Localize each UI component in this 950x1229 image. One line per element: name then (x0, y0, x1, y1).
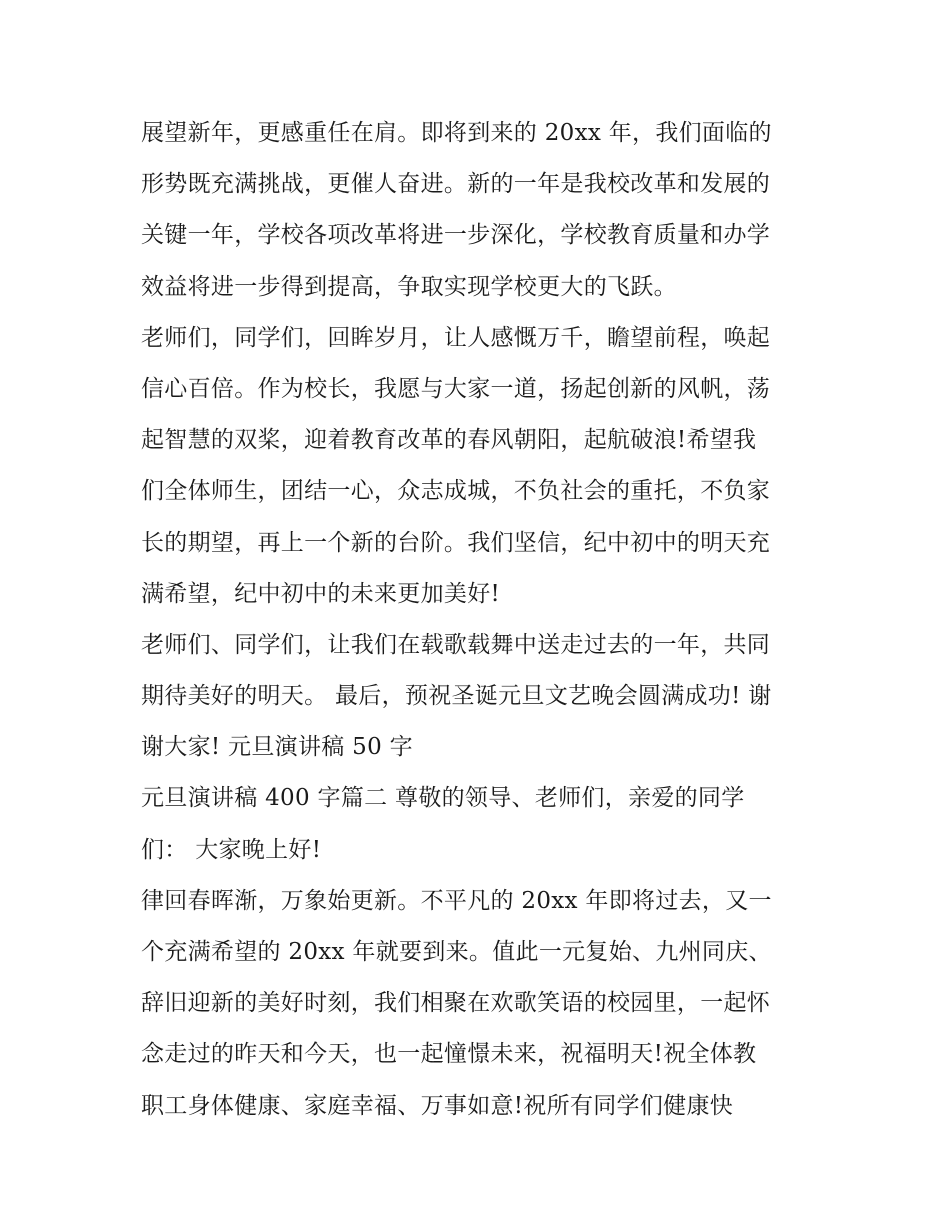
document-body (141, 108, 821, 1132)
text-line: 长的期望，再上一个新的台阶。我们坚信，纪中初中的明天充 (141, 529, 771, 556)
text-line: 关键一年，学校各项改革将进一步深化，学校教育质量和办学 (141, 222, 771, 249)
text-line: 展望新年，更感重任在肩。即将到来的 20xx 年，我们面临的 (141, 120, 772, 146)
text-line: 老师们、同学们，让我们在载歌载舞中送走过去的一年，共同 (141, 631, 771, 658)
text-line: 形势既充满挑战，更催人奋进。新的一年是我校改革和发展的 (141, 171, 771, 198)
text-line: 老师们，同学们，回眸岁月，让人感慨万千，瞻望前程，唤起 (141, 324, 771, 351)
text-line: 信心百倍。作为校长，我愿与大家一道，扬起创新的风帆，荡 (141, 375, 771, 402)
text-line: 起智慧的双桨，迎着教育改革的春风朝阳，起航破浪!希望我 (141, 427, 757, 454)
text-line: 谢大家! 元旦演讲稿 50 字 (141, 734, 413, 761)
text-line: 个充满希望的 20xx 年就要到来。值此一元复始、九州同庆、 (141, 939, 772, 965)
text-line: 辞旧迎新的美好时刻，我们相聚在欢歌笑语的校园里，一起怀 (141, 990, 771, 1017)
text-line: 期待美好的明天。 最后，预祝圣诞元旦文艺晚会圆满成功! 谢 (141, 683, 772, 710)
text-line: 满希望，纪中初中的未来更加美好! (141, 580, 501, 607)
text-line: 元旦演讲稿 400 字篇二 尊敬的领导、老师们，亲爱的同学 (141, 785, 745, 812)
text-line: 效益将进一步得到提高，争取实现学校更大的飞跃。 (141, 273, 677, 300)
text-line: 们全体师生，团结一心，众志成城，不负社会的重托，不负家 (141, 478, 771, 505)
text-line: 律回春晖渐，万象始更新。不平凡的 20xx 年即将过去，又一 (141, 887, 772, 914)
text-line: 们： 大家晚上好! (141, 836, 322, 863)
text-line: 职工身体健康、家庭幸福、万事如意!祝所有同学们健康快 (141, 1092, 734, 1119)
text-line: 念走过的昨天和今天，也一起憧憬未来，祝福明天!祝全体教 (141, 1041, 757, 1068)
